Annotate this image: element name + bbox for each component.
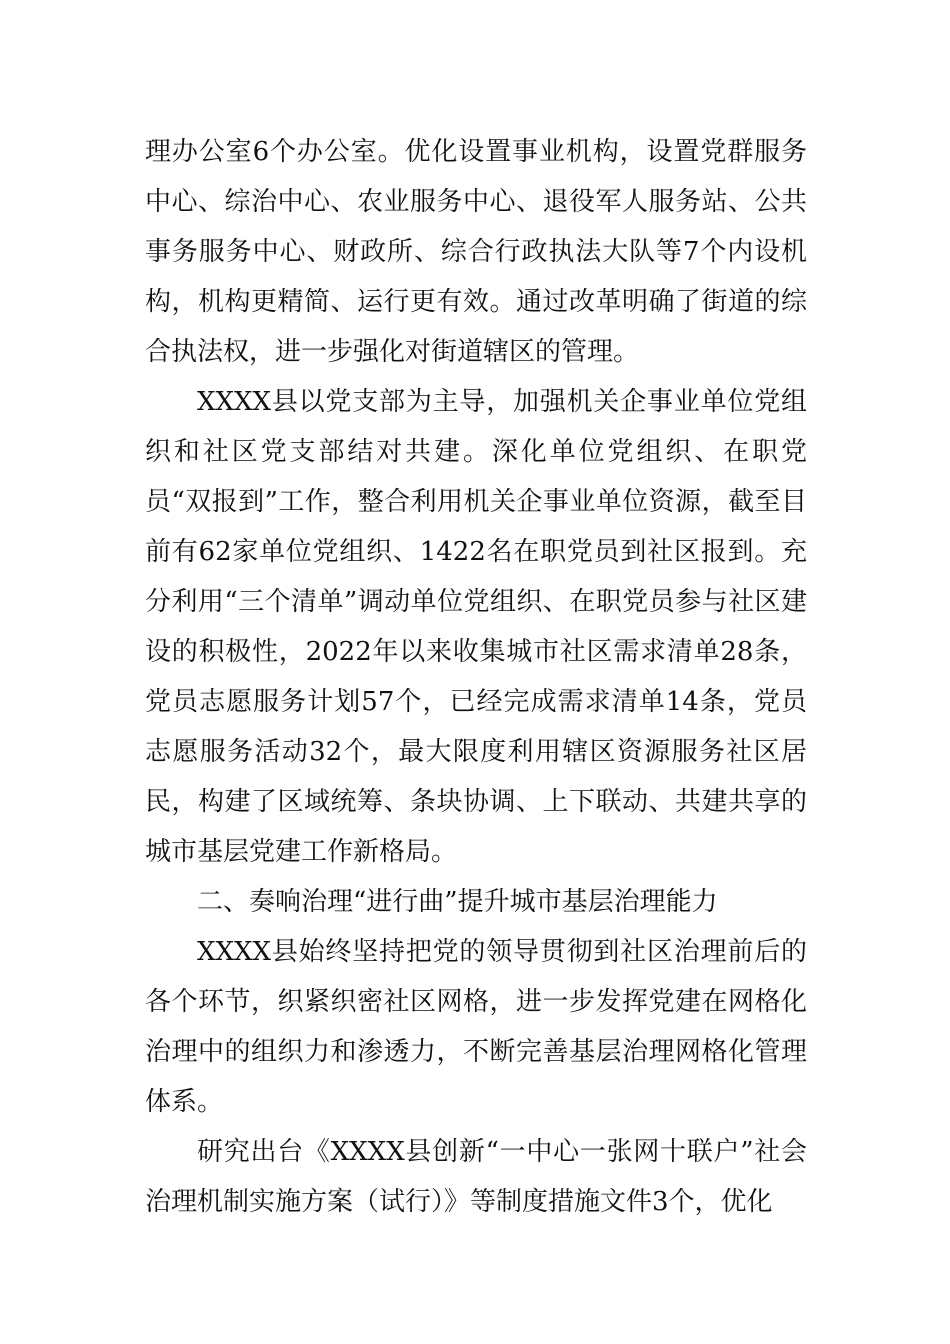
paragraph-governance: XXXX县始终坚持把党的领导贯彻到社区治理前后的各个环节，织紧织密社区网格，进一步发挥党建在网格化治理中的组织力和渗透力，不断完善基层治理网格化管理体系。	[145, 937, 807, 1117]
paragraph-continuation: 理办公室6个办公室。优化设置事业机构，设置党群服务中心、综治中心、农业服务中心、退役军人服务站、公共事务服务中心、财政所、综合行政执法大队等7个内设机构，机构更精简、运行更有效。通过改革明确了街道的综合执法权，进一步强化对街道辖区的管理。	[145, 137, 807, 367]
paragraph-party-branch: XXXX县以党支部为主导，加强机关企事业单位党组织和社区党支部结对共建。深化单位党组织、在职党员“双报到”工作，整合利用机关企事业单位资源，截至目前有62家单位党组织、1422名在职党员到社区报到。充分利用“三个清单”调动单位党组织、在职党员参与社区建设的积极性，2022年以来收集城市社区需求清单28条，党员志愿服务计划57个，已经完成需求清单14条，党员志愿服务活动32个，最大限度利用辖区资源服务社区居民，构建了区域统筹、条块协调、上下联动、共建共享的城市基层党建工作新格局。	[145, 387, 807, 867]
paragraph-policy: 研究出台《XXXX县创新“一中心一张网十联户”社会治理机制实施方案（试行）》等制度措施文件3个，优化	[145, 1137, 807, 1217]
document-page	[145, 127, 807, 1227]
section-heading: 二、奏响治理“进行曲”提升城市基层治理能力	[197, 887, 718, 917]
